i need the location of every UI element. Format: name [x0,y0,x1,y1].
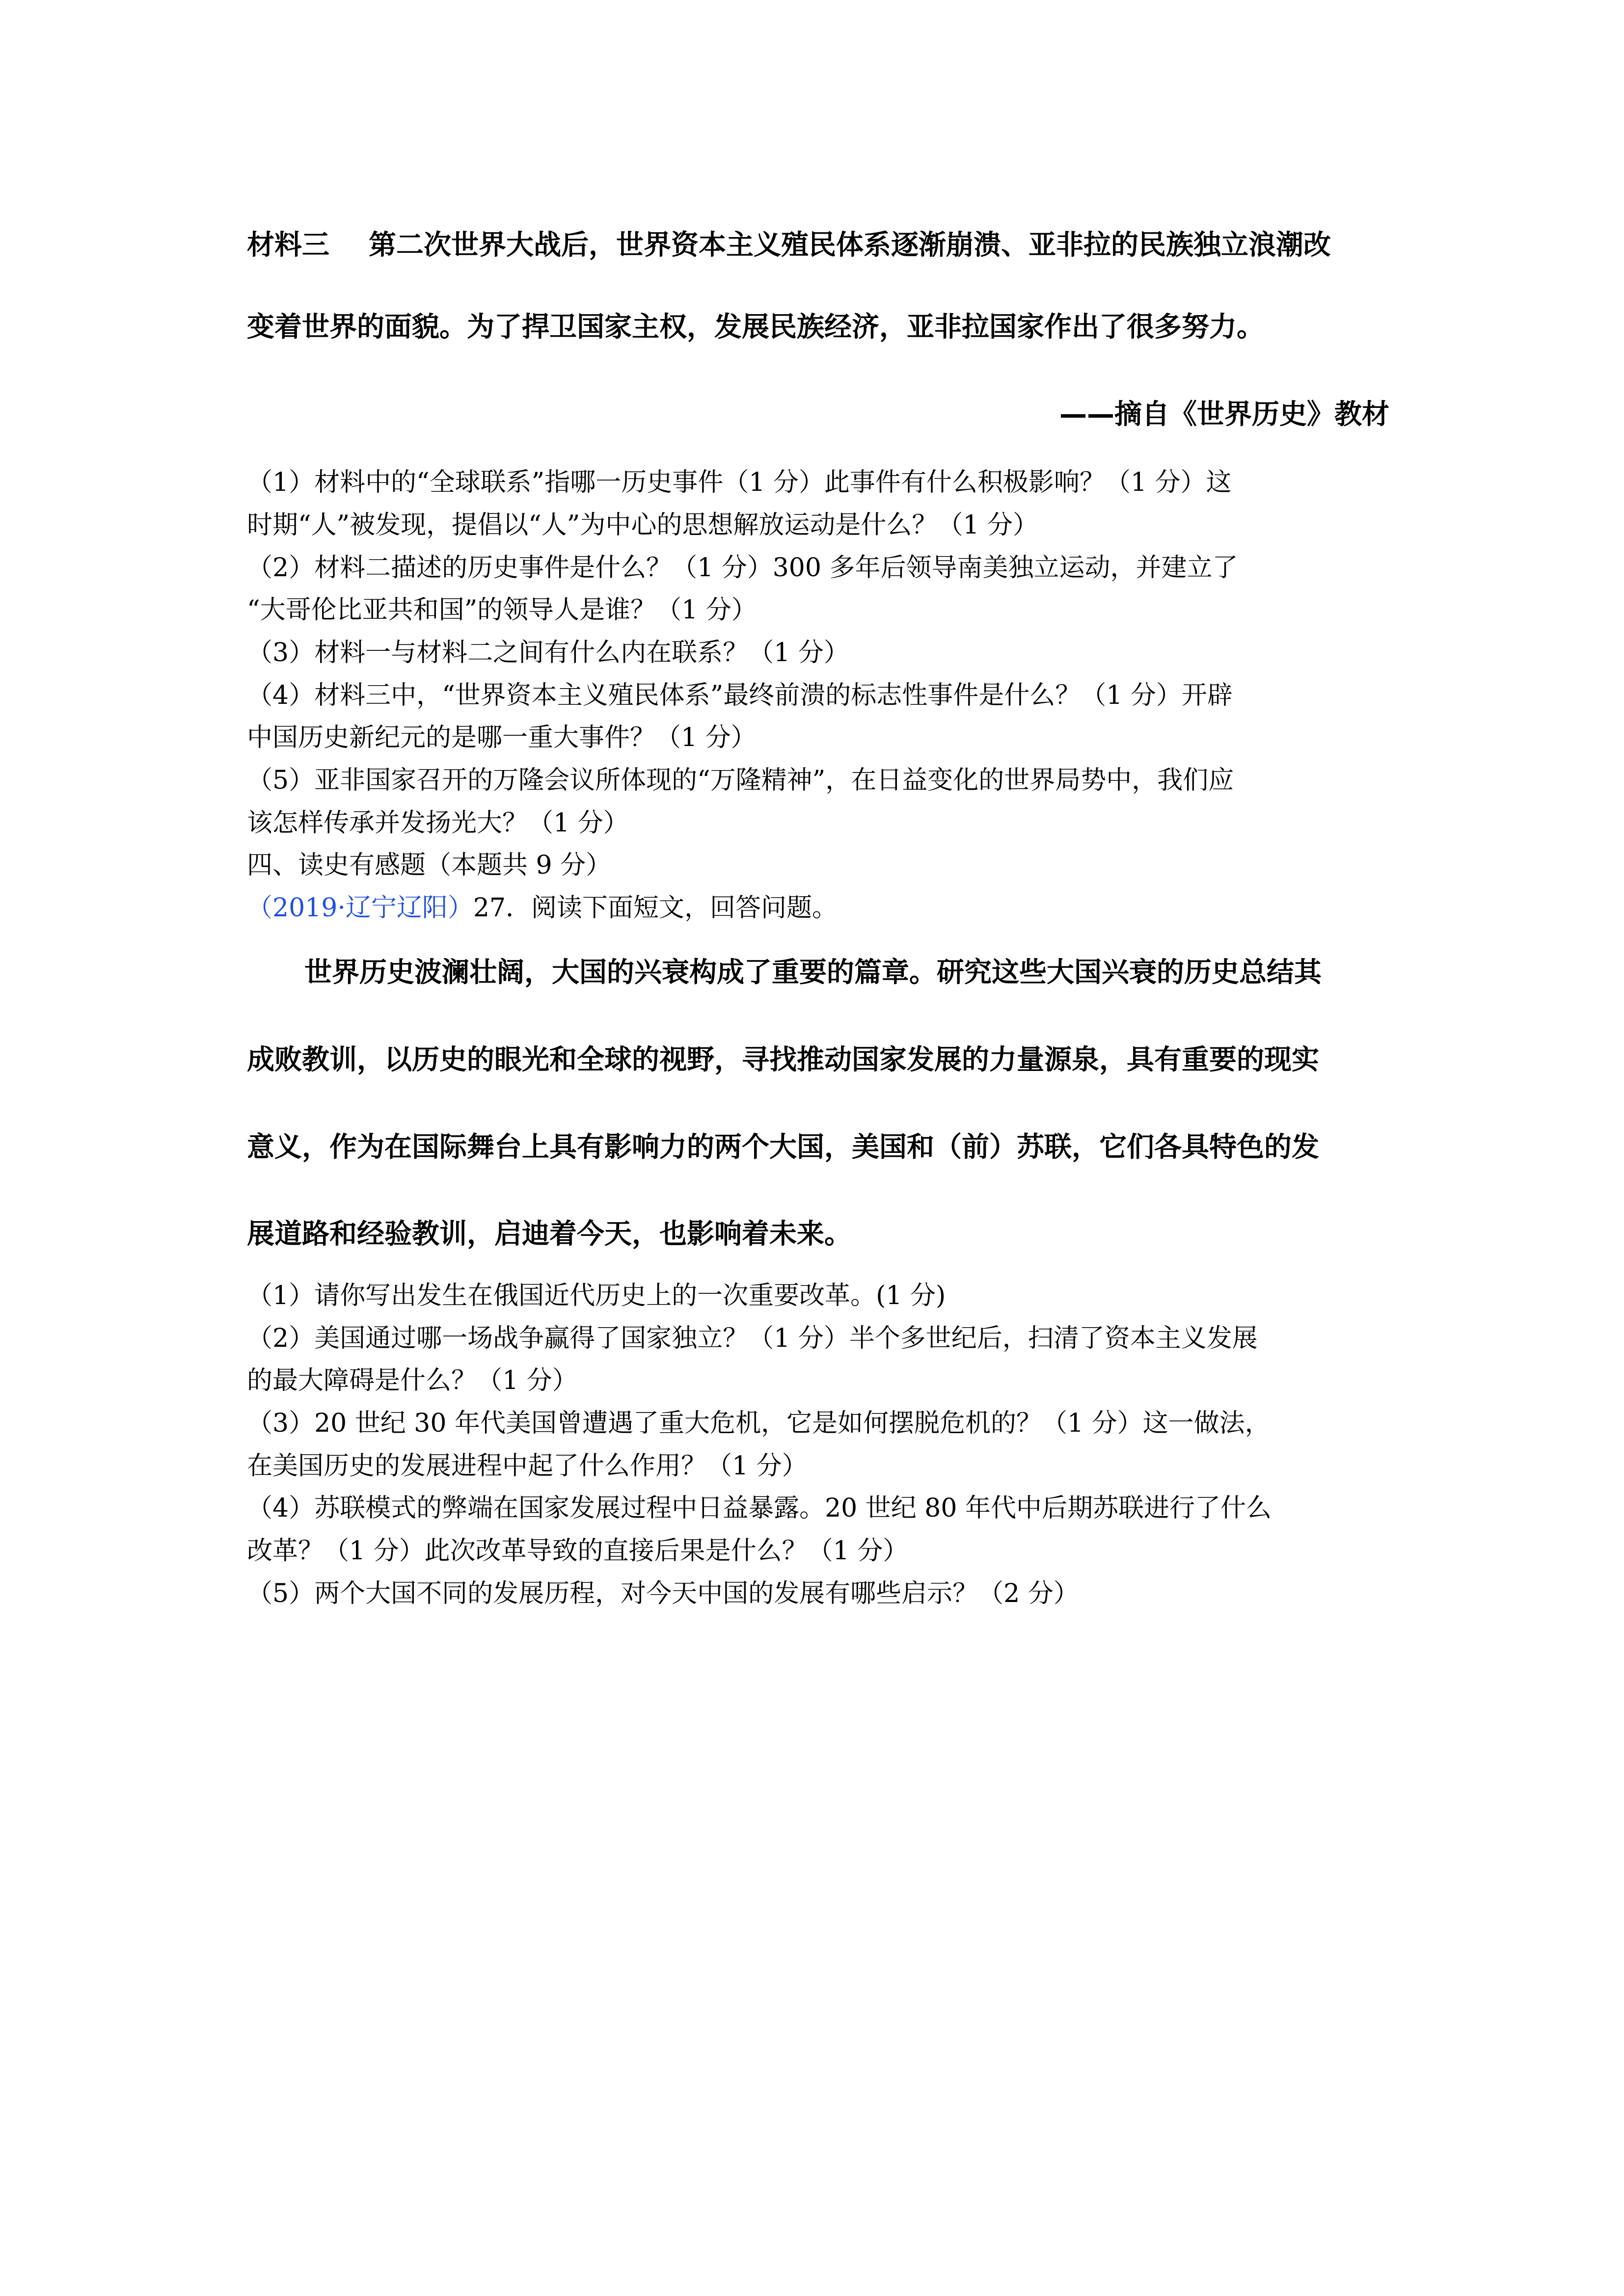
q27-line: （5）两个大国不同的发展历程，对今天中国的发展有哪些启示？（2 分） [247,1579,1079,1608]
material3-line2: 变着世界的面貌。为了捍卫国家主权，发展民族经济，亚非拉国家作出了很多努力。 [247,311,1264,343]
q26-line: （5）亚非国家召开的万隆会议所体现的“万隆精神”，在日益变化的世界局势中，我们应 [247,766,1234,795]
q27-line: 的最大障碍是什么？（1 分） [247,1366,578,1395]
q27-line: （1）请你写出发生在俄国近代历史上的一次重要改革。(1 分) [247,1281,946,1310]
q26-line: 该怎样传承并发扬光大？（1 分） [247,808,629,838]
q26-line: （4）材料三中，“世界资本主义殖民体系”最终前溃的标志性事件是什么？（1 分）开辟 [247,681,1233,710]
q26-line: （2）材料二描述的历史事件是什么？（1 分）300 多年后领导南美独立运动，并建立了 [247,553,1238,583]
passage-line: 意义，作为在国际舞台上具有影响力的两个大国，美国和（前）苏联，它们各具特色的发 [247,1131,1319,1163]
material3-text-1: 第二次世界大战后，世界资本主义殖民体系逐渐崩溃、亚非拉的民族独立浪潮改 [369,229,1331,261]
material3-source: ——摘自《世界历史》教材 [1059,399,1389,430]
q27-line: 在美国历史的发展进程中起了什么作用？（1 分） [247,1451,808,1481]
q26-line: “大哥伦比亚共和国”的领导人是谁？（1 分） [247,595,757,625]
q27-line: （2）美国通过哪一场战争赢得了国家独立？（1 分）半个多世纪后，扫清了资本主义发展 [247,1324,1258,1353]
q26-line: （3）材料一与材料二之间有什么内在联系？（1 分） [247,638,849,667]
section4-heading: 四、读史有感题（本题共 9 分） [247,851,612,880]
section4-question-line [247,887,838,924]
source-tag: （2019·辽宁辽阳） [247,893,473,923]
material3-label: 材料三 [247,229,329,261]
passage-line: 展道路和经验教训，启迪着今天，也影响着未来。 [247,1218,852,1250]
q27-line: （4）苏联模式的弊端在国家发展过程中日益暴露。20 世纪 80 年代中后期苏联进行了什么 [247,1494,1272,1523]
passage-line: 成败教训，以历史的眼光和全球的视野，寻找推动国家发展的力量源泉，具有重要的现实 [247,1044,1319,1076]
section4-prompt: 27．阅读下面短文，回答问题。 [473,893,838,923]
q27-line: 改革？（1 分）此次改革导致的直接后果是什么？（1 分） [247,1536,909,1566]
q26-line: 中国历史新纪元的是哪一重大事件？（1 分） [247,723,757,752]
material3-line1 [247,223,1331,263]
q26-line: （1）材料中的“全球联系”指哪一历史事件（1 分）此事件有什么积极影响？（1 分）这 [247,468,1232,497]
q26-line: 时期“人”被发现，提倡以“人”为中心的思想解放运动是什么？（1 分） [247,510,1038,540]
q27-line: （3）20 世纪 30 年代美国曾遭遇了重大危机，它是如何摆脱危机的？（1 分）这一做法， [247,1409,1271,1438]
passage-line: 世界历史波澜壮阔，大国的兴衰构成了重要的篇章。研究这些大国兴衰的历史总结其 [304,957,1322,988]
